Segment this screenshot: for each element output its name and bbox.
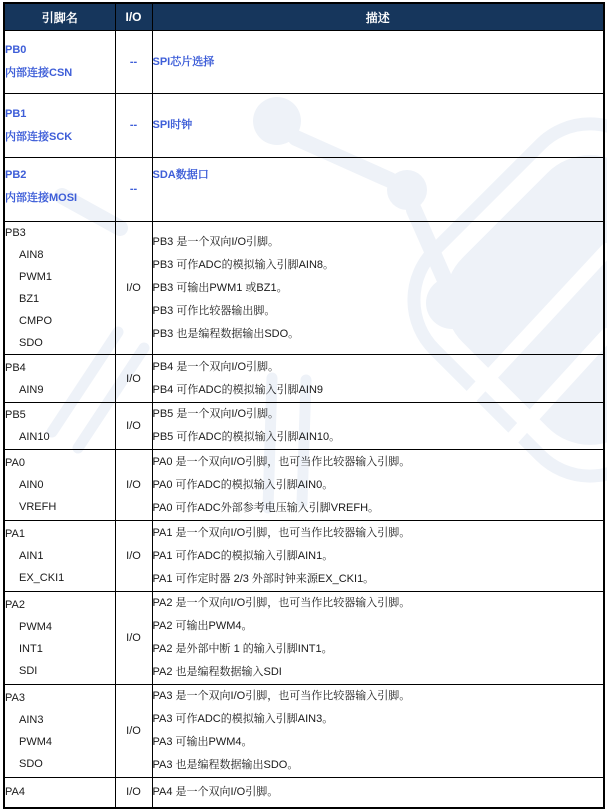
description-line: PB3 可输出PWM1 或BZ1。: [152, 281, 288, 294]
table-row: [4, 592, 604, 685]
io-cell: I/O: [115, 450, 152, 521]
pin-name-cell: [4, 158, 115, 222]
description-line: PA3 可输出PWM4。: [152, 736, 253, 748]
pin-alt-function: AIN1: [19, 550, 44, 562]
io-cell: I/O: [115, 778, 152, 808]
table-row: [4, 403, 604, 450]
pin-alt-function: AIN10: [19, 431, 50, 443]
description-line: PB3 可作比较器输出脚。: [152, 304, 276, 317]
pin-name: PA2: [5, 599, 25, 611]
pin-name-cell: [4, 685, 115, 778]
description-line: PB5 是一个双向I/O引脚。: [152, 408, 280, 420]
pin-name: PA0: [5, 457, 25, 469]
description-cell: [152, 355, 604, 403]
description-line: PA1 是一个双向I/O引脚，也可当作比较器输入引脚。: [152, 526, 411, 539]
description-line: PB3 也是编程数据输出SDO。: [152, 327, 300, 340]
pin-alt-function: SDI: [19, 665, 38, 677]
io-cell: --: [115, 94, 152, 158]
pin-alt-function: BZ1: [19, 293, 40, 305]
io-cell: I/O: [115, 222, 152, 355]
pin-name-cell: [4, 778, 115, 808]
pin-name-cell: [4, 94, 115, 158]
pin-name: PB4: [5, 361, 26, 374]
pin-alt-function: SDO: [19, 758, 43, 770]
io-cell: I/O: [115, 355, 152, 403]
description-line: PB4 可作ADC的模拟输入引脚AIN9: [152, 383, 324, 396]
pin-alt-function: SDO: [19, 337, 43, 349]
table-row: [4, 94, 604, 158]
table-row: [4, 685, 604, 778]
table-row: [4, 355, 604, 403]
table-row: [4, 778, 604, 808]
table-row: [4, 31, 604, 94]
io-cell: I/O: [115, 685, 152, 778]
pin-alt-function: PWM1: [19, 271, 52, 283]
pin-alt-function: PWM4: [19, 736, 52, 748]
description-line: PB4 是一个双向I/O引脚。: [152, 360, 280, 373]
table-row: [4, 222, 604, 355]
pin-name-cell: [4, 31, 115, 94]
description-cell: [152, 450, 604, 521]
pin-name: PB3: [5, 227, 26, 239]
description-cell: [152, 222, 604, 355]
table-row: [4, 158, 604, 222]
pin-name-cell: [4, 450, 115, 521]
pin-alt-function: AIN3: [19, 714, 44, 726]
description-line: PB5 可作ADC的模拟输入引脚AIN10。: [152, 431, 341, 443]
pin-name-cell: [4, 592, 115, 685]
pin-name-cell: [4, 403, 115, 450]
description-cell: [152, 778, 604, 808]
description-line: PA0 可作ADC外部参考电压输入引脚VREFH。: [152, 501, 380, 514]
header-pin-name: 引脚名: [4, 3, 115, 31]
description-cell: [152, 158, 604, 222]
pin-name: PA4: [5, 786, 25, 799]
description-line: PA2 可输出PWM4。: [152, 620, 253, 632]
description-line: PA3 也是编程数据输出SDO。: [152, 759, 299, 771]
pin-alt-function: PWM4: [19, 621, 52, 633]
description-cell: [152, 94, 604, 158]
description-line: PA3 是一个双向I/O引脚，也可当作比较器输入引脚。: [152, 690, 411, 702]
header-row: [4, 3, 604, 31]
pin-alt-function: 内部连接CSN: [5, 67, 73, 79]
description-line: PB3 可作ADC的模拟输入引脚AIN8。: [152, 258, 335, 271]
pin-name-cell: [4, 521, 115, 592]
header-io: I/O: [115, 3, 152, 31]
pin-name-cell: [4, 355, 115, 403]
description-line: PA2 是外部中断 1 的输入引脚INT1。: [152, 643, 333, 655]
pin-name: PB5: [5, 409, 26, 421]
description-cell: [152, 403, 604, 450]
description-line: PA1 可作ADC的模拟输入引脚AIN1。: [152, 549, 334, 562]
description-line: PA4 是一个双向I/O引脚。: [152, 785, 279, 798]
header-description: 描述: [152, 3, 604, 31]
description-line: PA0 可作ADC的模拟输入引脚AIN0。: [152, 478, 334, 491]
pin-name: PB2: [5, 169, 27, 181]
pin-alt-function: INT1: [19, 643, 43, 655]
description-line: PA0 是一个双向I/O引脚，也可当作比较器输入引脚。: [152, 455, 411, 468]
description-line: SPI芯片选择: [152, 55, 215, 68]
description-cell: [152, 685, 604, 778]
pin-name: PA1: [5, 528, 25, 540]
pin-description-table: [3, 2, 605, 809]
pin-alt-function: CMPO: [19, 315, 52, 327]
description-line: PB3 是一个双向I/O引脚。: [152, 235, 280, 248]
pin-alt-function: 内部连接MOSI: [5, 192, 78, 204]
description-line: PA2 是一个双向I/O引脚，也可当作比较器输入引脚。: [152, 597, 411, 609]
table-row: [4, 450, 604, 521]
io-cell: --: [115, 31, 152, 94]
pin-name-cell: [4, 222, 115, 355]
description-line: PA1 可作定时器 2/3 外部时钟来源EX_CKI1。: [152, 572, 375, 585]
pin-alt-function: 内部连接SCK: [5, 130, 73, 143]
io-cell: I/O: [115, 521, 152, 592]
pin-alt-function: AIN0: [19, 479, 44, 491]
pin-alt-function: VREFH: [19, 501, 57, 513]
description-cell: [152, 592, 604, 685]
description-line: PA3 可作ADC的模拟输入引脚AIN3。: [152, 713, 334, 725]
pin-name: PB1: [5, 107, 27, 120]
table-row: [4, 521, 604, 592]
pin-alt-function: EX_CKI1: [19, 572, 65, 584]
io-cell: --: [115, 158, 152, 222]
pin-alt-function: AIN8: [19, 249, 44, 261]
description-line: SPI时钟: [152, 119, 193, 131]
description-line: PA2 也是编程数据输入SDI: [152, 666, 282, 678]
io-cell: I/O: [115, 592, 152, 685]
description-cell: [152, 521, 604, 592]
pin-name: PA3: [5, 692, 25, 704]
pin-alt-function: AIN9: [19, 383, 44, 396]
pin-name: PB0: [5, 44, 27, 56]
description-line: SDA数据口: [152, 169, 209, 181]
description-cell: [152, 31, 604, 94]
io-cell: I/O: [115, 403, 152, 450]
